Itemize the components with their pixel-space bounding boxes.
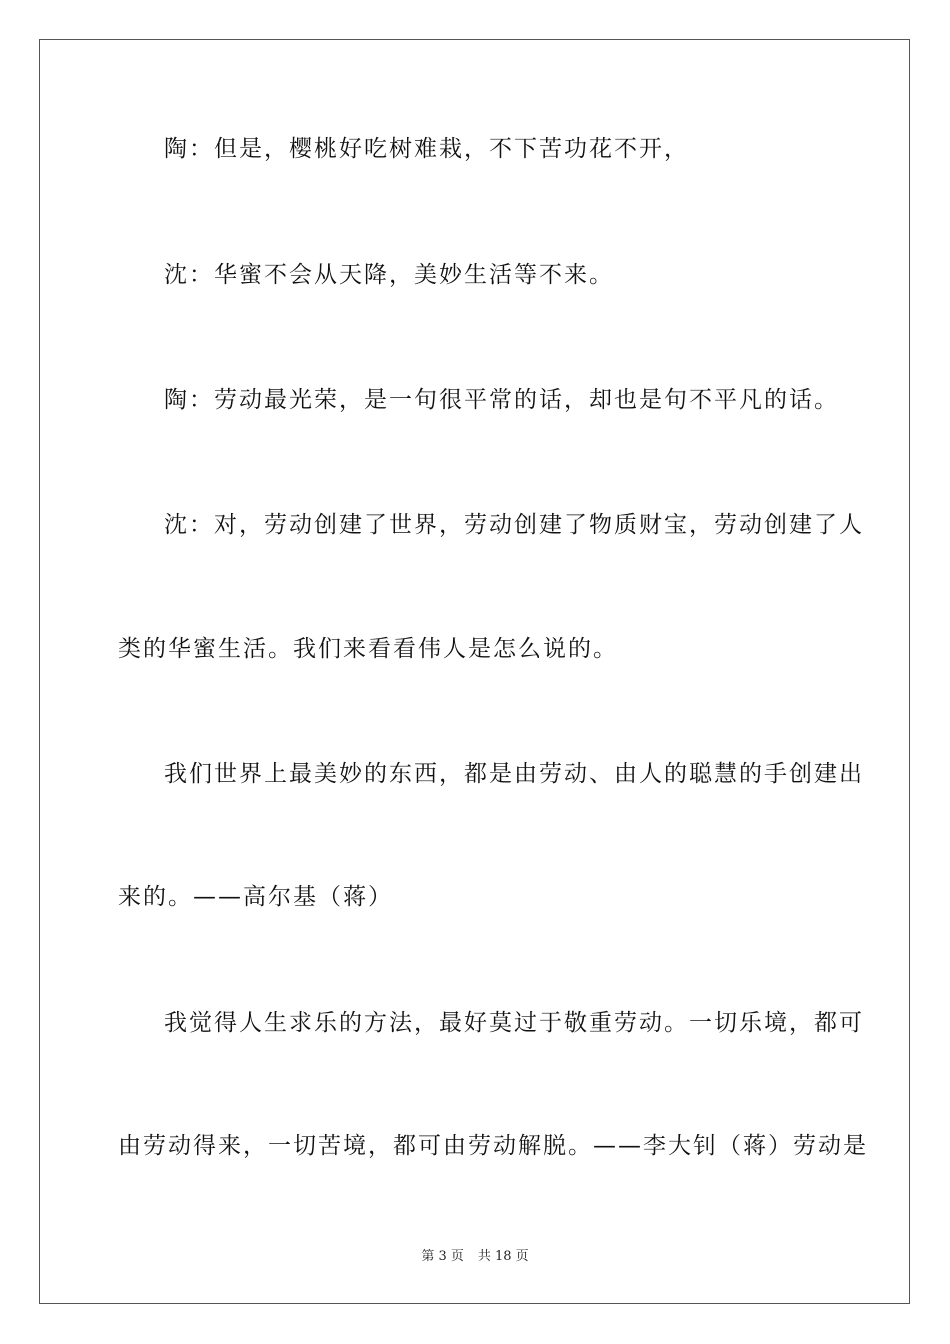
page-footer <box>0 1248 950 1266</box>
paragraph-line: 陶：但是，樱桃好吃树难栽，不下苦功花不开， <box>164 136 689 162</box>
page-border <box>39 39 910 1304</box>
paragraph-line: 类的华蜜生活。我们来看看伟人是怎么说的。 <box>118 636 618 662</box>
paragraph-line: 我觉得人生求乐的方法，最好莫过于敬重劳动。一切乐境，都可 <box>164 1010 864 1036</box>
paragraph-line: 我们世界上最美妙的东西，都是由劳动、由人的聪慧的手创建出 <box>164 761 864 787</box>
paragraph-line: 陶：劳动最光荣，是一句很平常的话，却也是句不平凡的话。 <box>164 387 839 413</box>
paragraph-line: 由劳动得来，一切苦境，都可由劳动解脱。——李大钊（蒋）劳动是 <box>118 1133 868 1159</box>
page-number: 第 3 页 <box>421 1249 464 1264</box>
total-pages: 共 18 页 <box>477 1249 529 1264</box>
paragraph-line: 沈：对，劳动创建了世界，劳动创建了物质财宝，劳动创建了人 <box>164 512 864 538</box>
paragraph-line: 来的。——高尔基（蒋） <box>118 884 393 910</box>
paragraph-line: 沈：华蜜不会从天降，美妙生活等不来。 <box>164 262 614 288</box>
